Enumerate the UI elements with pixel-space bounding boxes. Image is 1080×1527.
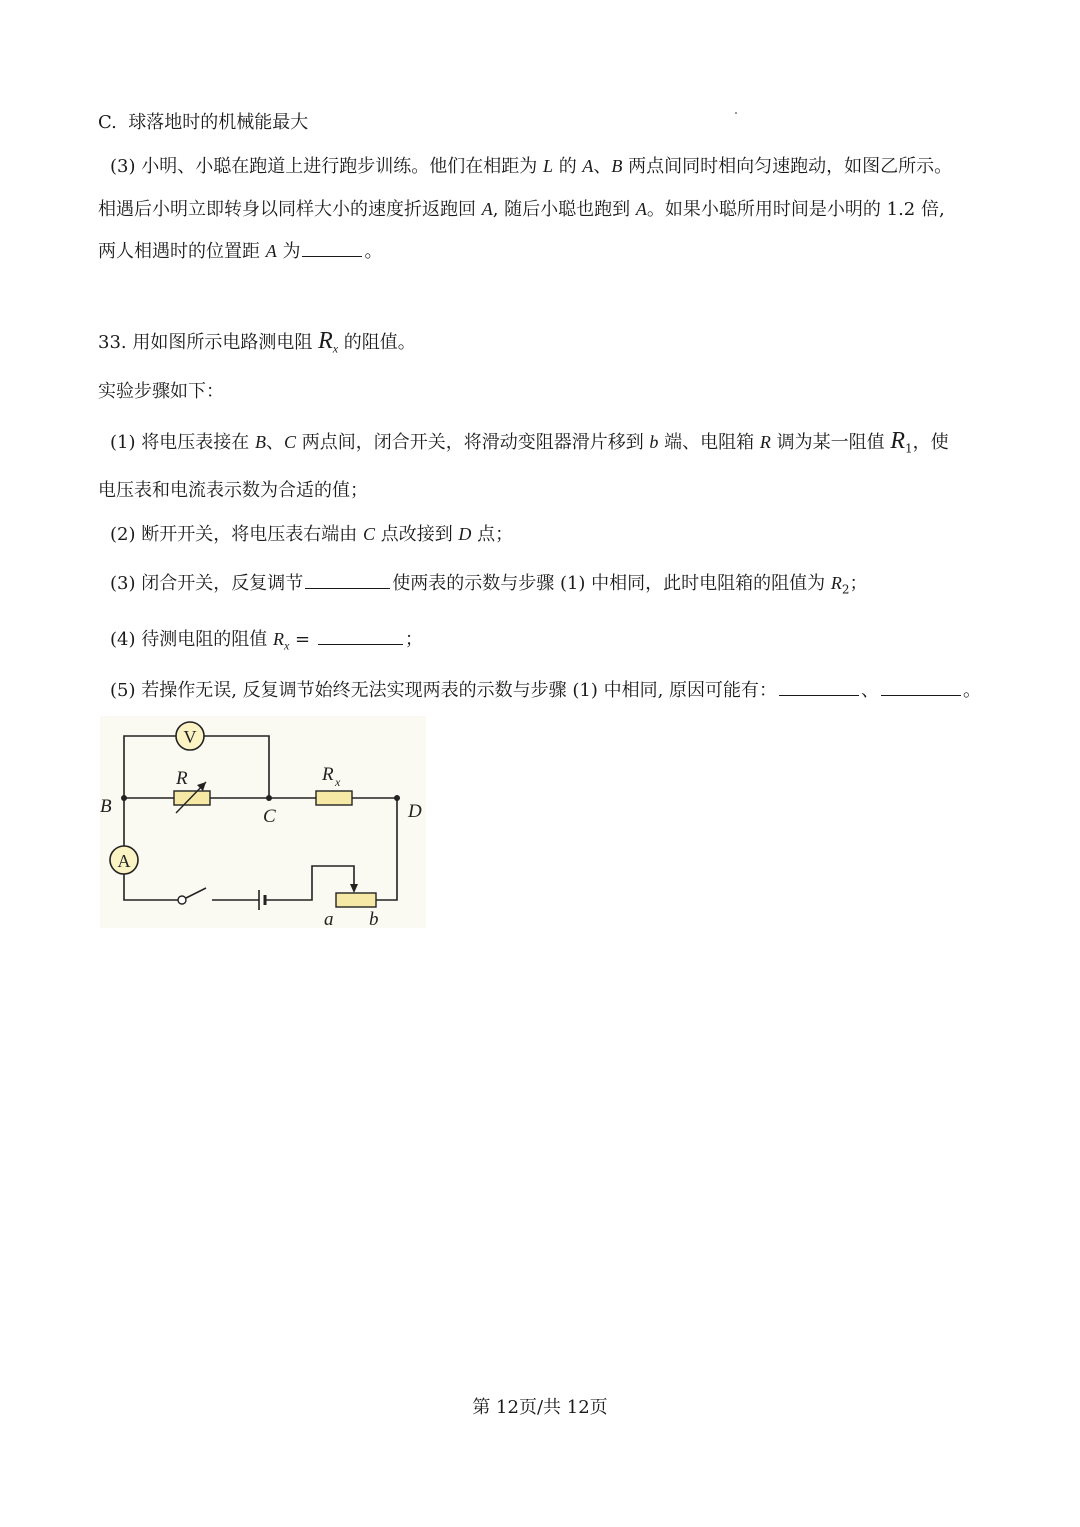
text: 33. 用如图所示电路测电阻 bbox=[98, 332, 319, 353]
text: 。 bbox=[364, 241, 383, 262]
step4 bbox=[110, 628, 423, 657]
answer-blank[interactable] bbox=[881, 679, 961, 696]
step1-line1 bbox=[110, 430, 949, 460]
node-d-dot bbox=[394, 795, 400, 801]
var-R: R bbox=[272, 629, 284, 649]
node-b-dot bbox=[121, 795, 127, 801]
var-L: L bbox=[542, 156, 553, 176]
text: 两点间，闭合开关，将滑动变阻器滑片移到 bbox=[295, 432, 650, 453]
var-A: A bbox=[481, 199, 493, 219]
label-node-b: B bbox=[100, 796, 112, 817]
stray-dot bbox=[735, 112, 737, 114]
var-A: A bbox=[582, 156, 594, 176]
label-end-b: b bbox=[369, 909, 379, 928]
text: = bbox=[289, 629, 316, 650]
text: , 随后小聪也跑到 bbox=[492, 199, 636, 220]
text: (3) 闭合开关，反复调节 bbox=[110, 573, 304, 594]
text: 点改接到 bbox=[374, 524, 459, 545]
text: 的 bbox=[552, 156, 583, 177]
var-B: B bbox=[254, 432, 266, 452]
text: 的阻值。 bbox=[338, 332, 416, 353]
q3-prev-line3 bbox=[98, 240, 382, 263]
text: 、 bbox=[265, 432, 284, 453]
answer-blank[interactable] bbox=[318, 628, 403, 645]
q33-title bbox=[98, 330, 416, 360]
var-A: A bbox=[265, 241, 277, 261]
text: 调为某一阻值 bbox=[770, 432, 891, 453]
steps-heading: 实验步骤如下： bbox=[98, 381, 224, 402]
ammeter-label: A bbox=[117, 851, 131, 871]
answer-blank[interactable] bbox=[305, 572, 390, 589]
option-c-label: C. bbox=[98, 112, 117, 133]
var-R: R bbox=[318, 328, 333, 354]
q3-prev-line1 bbox=[110, 155, 952, 178]
resistor-rx bbox=[316, 791, 352, 805]
step5 bbox=[110, 679, 981, 702]
label-rx: R bbox=[322, 764, 334, 785]
subscript-x: x bbox=[283, 638, 290, 653]
switch-contact bbox=[178, 896, 186, 904]
text: 、 bbox=[861, 680, 880, 701]
text: ，使 bbox=[912, 432, 949, 453]
var-C: C bbox=[362, 524, 375, 544]
text: (5) 若操作无误, 反复调节始终无法实现两表的示数与步骤 (1) 中相同, 原因可能有： bbox=[110, 680, 778, 701]
circuit-diagram bbox=[100, 716, 426, 928]
var-D: D bbox=[458, 524, 472, 544]
text: 端、电阻箱 bbox=[658, 432, 760, 453]
page-footer: 第 12页/共 12页 bbox=[472, 1397, 608, 1418]
var-R: R bbox=[759, 432, 771, 452]
text: 。如果小聪所用时间是小明的 1.2 倍, bbox=[646, 199, 945, 220]
q3-prev-line2 bbox=[98, 198, 945, 221]
voltmeter-label: V bbox=[183, 727, 197, 747]
text: 为 bbox=[276, 241, 301, 262]
text: ； bbox=[404, 629, 423, 650]
node-c-dot bbox=[266, 795, 272, 801]
text: 点； bbox=[471, 524, 514, 545]
text: (1) 将电压表接在 bbox=[110, 432, 255, 453]
text: (4) 待测电阻的阻值 bbox=[110, 629, 273, 650]
text: ； bbox=[849, 573, 868, 594]
text: 。 bbox=[963, 680, 982, 701]
var-A: A bbox=[635, 199, 647, 219]
resistance-box bbox=[174, 791, 210, 805]
option-c-text: 球落地时的机械能最大 bbox=[128, 112, 309, 133]
label-node-d: D bbox=[408, 801, 422, 822]
var-b: b bbox=[649, 432, 659, 452]
text: 两人相遇时的位置距 bbox=[98, 241, 266, 262]
step2 bbox=[110, 523, 513, 546]
subscript-1: 1 bbox=[905, 441, 913, 456]
var-R: R bbox=[830, 573, 842, 593]
var-C: C bbox=[283, 432, 296, 452]
option-c bbox=[98, 112, 308, 134]
text: 两点间同时相向匀速跑动，如图乙所示。 bbox=[622, 156, 953, 177]
text: (3) 小明、小聪在跑道上进行跑步训练。他们在相距为 bbox=[110, 156, 543, 177]
label-node-c: C bbox=[263, 806, 276, 827]
label-end-a: a bbox=[324, 909, 334, 928]
label-r: R bbox=[176, 768, 188, 789]
step3 bbox=[110, 572, 868, 601]
answer-blank[interactable] bbox=[779, 679, 859, 696]
subscript-x: x bbox=[332, 341, 339, 356]
text: (2) 断开开关，将电压表右端由 bbox=[110, 524, 363, 545]
text: 相遇后小明立即转身以同样大小的速度折返跑回 bbox=[98, 199, 482, 220]
step1-line2: 电压表和电流表示数为合适的值； bbox=[98, 480, 368, 501]
label-rx-sub: x bbox=[335, 775, 341, 789]
rheostat bbox=[336, 893, 376, 907]
text: 、 bbox=[593, 156, 612, 177]
var-B: B bbox=[611, 156, 623, 176]
answer-blank[interactable] bbox=[302, 240, 362, 257]
text: 使两表的示数与步骤 (1) 中相同，此时电阻箱的阻值为 bbox=[392, 573, 831, 594]
subscript-2: 2 bbox=[841, 582, 850, 597]
var-R1: R bbox=[890, 428, 905, 454]
